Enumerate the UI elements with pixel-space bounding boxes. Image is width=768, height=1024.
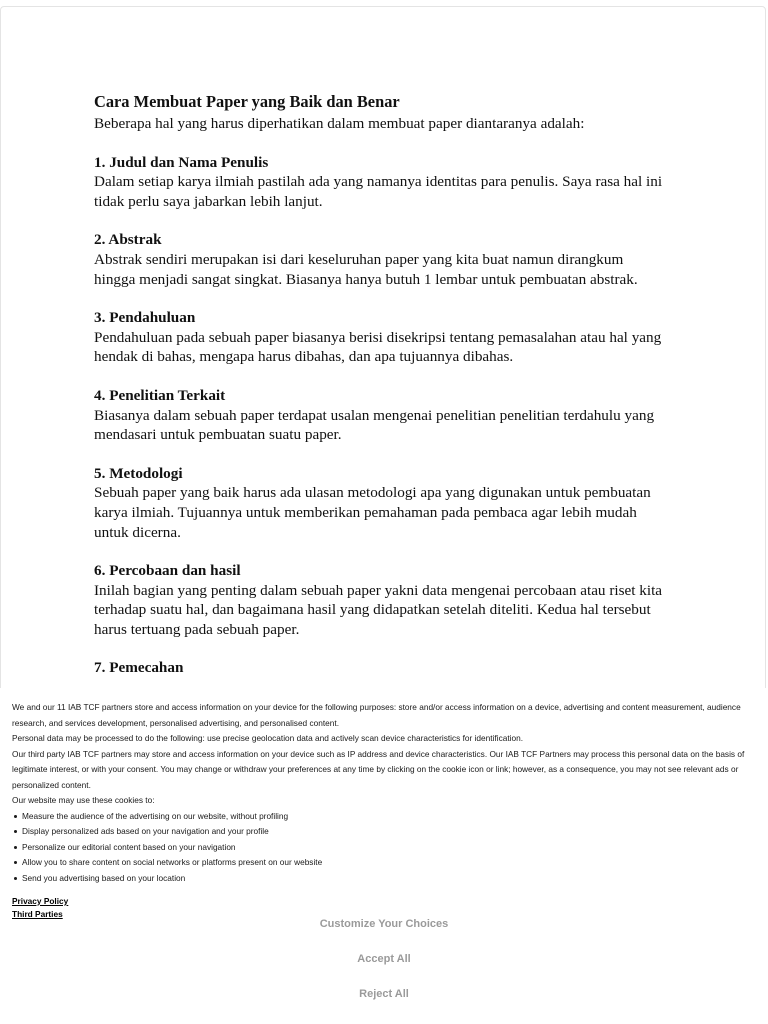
cookie-consent-banner	[0, 688, 768, 1024]
section-line: hendak di bahas, mengapa harus dibahas, dan apa tujuannya dibahas.	[94, 348, 514, 366]
section-heading: 1. Judul dan Nama Penulis	[94, 153, 269, 171]
list-item: Display personalized ads based on your navigation and your profile	[22, 824, 756, 840]
section-heading: 3. Pendahuluan	[94, 309, 196, 327]
consent-purposes-text: We and our 11 IAB TCF partners store and access information on your device for the following purposes: store and/or access information on a device, advertising and content measurement, audience research, and services development, personalised advertising, and personalised content.	[12, 702, 741, 728]
section-pemecahan	[94, 658, 694, 678]
list-item: Personalize our editorial content based on your navigation	[22, 840, 756, 856]
customize-choices-button[interactable]: Customize Your Choices	[310, 914, 459, 934]
section-line: Inilah bagian yang penting dalam sebuah paper yakni data mengenai percobaan atau riset kita	[94, 581, 663, 599]
section-abstrak	[94, 230, 694, 289]
list-item: Measure the audience of the advertising on our website, without profiling	[22, 809, 756, 825]
section-line: Pendahuluan pada sebuah paper biasanya berisi disekripsi tentang pemasalahan atau hal yang	[94, 328, 662, 346]
section-line: Abstrak sendiri merupakan isi dari keseluruhan paper yang kita buat namun dirangkum	[94, 250, 624, 268]
section-pendahuluan	[94, 308, 694, 367]
section-penelitian-terkait	[94, 386, 694, 445]
document-title: Cara Membuat Paper yang Baik dan Benar	[94, 92, 400, 111]
section-line: mendasari untuk pembuatan suatu paper.	[94, 426, 342, 444]
accept-all-button[interactable]: Accept All	[347, 949, 420, 969]
consent-cookies-intro: Our website may use these cookies to:	[12, 795, 155, 805]
document-content	[94, 92, 694, 678]
section-judul	[94, 153, 694, 212]
section-line: tidak perlu saya jabarkan lebih lanjut.	[94, 192, 323, 210]
section-heading: 4. Penelitian Terkait	[94, 386, 226, 404]
section-heading: 6. Percobaan dan hasil	[94, 562, 241, 580]
list-item: Allow you to share content on social networks or platforms present on our website	[22, 855, 756, 871]
consent-partners-text: Our third party IAB TCF partners may store and access information on your device such as IP address and device characteristics. Our IAB TCF Partners may process this personal data on the basis of legitimate interest, or with your consent. You may change or withdraw your preferences at any time by clicking on the cookie icon or link; however, as a consequence, you may not see relevant ads or personalized content.	[12, 748, 745, 790]
section-line: Sebuah paper yang baik harus ada ulasan metodologi apa yang digunakan untuk pembuatan	[94, 484, 651, 502]
section-line: harus tertuang pada sebuah paper.	[94, 620, 300, 638]
section-heading: 2. Abstrak	[94, 231, 162, 249]
document-intro: Beberapa hal yang harus diperhatikan dalam membuat paper diantaranya adalah:	[94, 115, 585, 132]
section-percobaan-hasil	[94, 561, 694, 639]
third-parties-link[interactable]: Third Parties	[12, 909, 63, 919]
section-heading: 5. Metodologi	[94, 464, 183, 482]
reject-all-button[interactable]: Reject All	[349, 984, 419, 1004]
section-line: untuk dicerna.	[94, 523, 181, 541]
section-heading: 7. Pemecahan	[94, 659, 184, 677]
section-line: Dalam setiap karya ilmiah pastilah ada yang namanya identitas para penulis. Saya rasa hal ini	[94, 173, 663, 191]
section-line: terhadap suatu hal, dan bagaimana hasil yang didapatkan setelah diteliti. Kedua hal tersebut	[94, 601, 651, 619]
section-line: karya ilmiah. Tujuannya untuk memberikan pemahaman pada pembaca agar lebih mudah	[94, 503, 637, 521]
privacy-policy-link[interactable]: Privacy Policy	[12, 896, 69, 906]
cookie-uses-list	[12, 809, 756, 887]
section-line: hingga menjadi sangat singkat. Biasanya hanya butuh 1 lembar untuk pembuatan abstrak.	[94, 270, 638, 288]
consent-personal-data-text: Personal data may be processed to do the following: use precise geolocation data and actively scan device characteristics for identification.	[12, 733, 524, 743]
section-metodologi	[94, 464, 694, 542]
list-item: Send you advertising based on your location	[22, 871, 756, 887]
section-line: Biasanya dalam sebuah paper terdapat usalan mengenai penelitian penelitian terdahulu yang	[94, 406, 655, 424]
